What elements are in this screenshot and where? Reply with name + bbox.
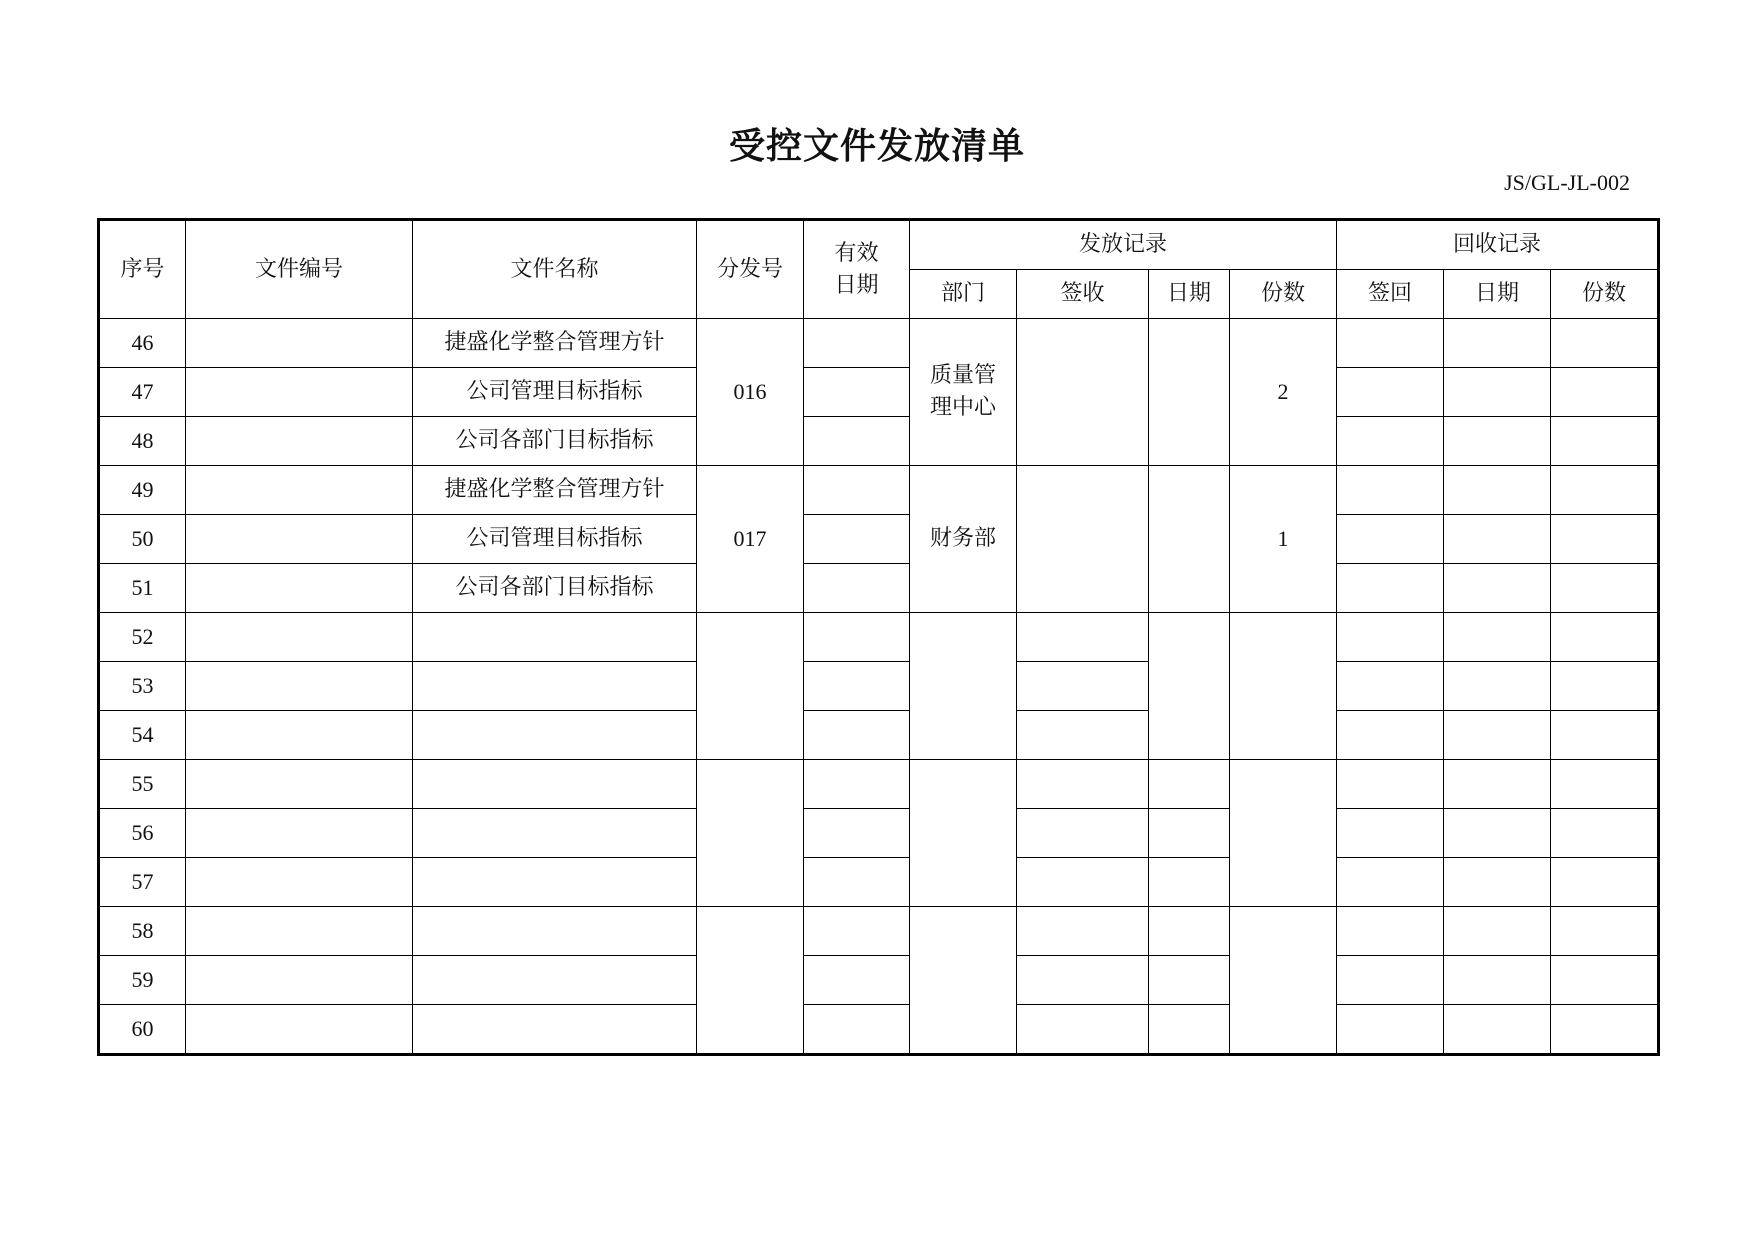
header-recall-sign: 签回 [1337,270,1444,319]
issue-sign-cell[interactable] [1017,956,1149,1005]
issue-copies-cell: 1 [1230,466,1337,613]
seq-cell: 59 [99,956,186,1005]
file-no-cell[interactable] [186,907,413,956]
issue-sign-cell[interactable] [1017,760,1149,809]
issue-dept-text: 质量管理中心 [929,363,996,420]
issue-dept-cell[interactable] [910,907,1017,1055]
recall-date-cell[interactable] [1444,907,1551,956]
recall-copies-cell[interactable] [1551,809,1659,858]
issue-dept-cell[interactable] [910,613,1017,760]
seq-cell: 57 [99,858,186,907]
recall-copies-cell[interactable] [1551,858,1659,907]
recall-date-cell[interactable] [1444,368,1551,417]
header-issue-record: 发放记录 [910,220,1337,270]
recall-sign-cell[interactable] [1337,319,1444,368]
valid-date-cell[interactable] [804,319,910,368]
recall-sign-cell[interactable] [1337,466,1444,515]
header-file-name: 文件名称 [413,220,697,319]
header-dist-no: 分发号 [697,220,804,319]
file-name-cell[interactable] [413,907,697,956]
issue-dept-cell: 财务部 [910,466,1017,613]
table-row [99,1005,1659,1055]
dist-no-cell[interactable] [697,907,804,1055]
file-no-cell[interactable] [186,956,413,1005]
file-no-cell[interactable] [186,760,413,809]
recall-copies-cell[interactable] [1551,760,1659,809]
seq-cell: 53 [99,662,186,711]
issue-sign-cell[interactable] [1017,809,1149,858]
issue-date-cell[interactable] [1149,1005,1230,1055]
dist-no-cell[interactable] [697,760,804,907]
recall-date-cell[interactable] [1444,613,1551,662]
recall-date-cell[interactable] [1444,809,1551,858]
recall-sign-cell[interactable] [1337,907,1444,956]
recall-copies-cell[interactable] [1551,417,1659,466]
recall-sign-cell[interactable] [1337,613,1444,662]
file-name-cell: 捷盛化学整合管理方针 [413,319,697,368]
file-no-cell[interactable] [186,858,413,907]
file-no-cell[interactable] [186,809,413,858]
document-code: JS/GL-JL-002 [1504,170,1630,195]
file-name-cell: 公司管理目标指标 [413,368,697,417]
seq-cell: 47 [99,368,186,417]
table-row [99,809,1659,858]
file-name-cell[interactable] [413,1005,697,1055]
file-name-cell[interactable] [413,662,697,711]
recall-date-cell[interactable] [1444,711,1551,760]
recall-date-cell[interactable] [1444,858,1551,907]
seq-cell: 58 [99,907,186,956]
header-issue-date: 日期 [1149,270,1230,319]
seq-cell: 55 [99,760,186,809]
issue-sign-cell[interactable] [1017,907,1149,956]
recall-copies-cell[interactable] [1551,1005,1659,1055]
file-name-cell[interactable] [413,760,697,809]
file-no-cell[interactable] [186,368,413,417]
issue-date-cell[interactable] [1149,613,1230,760]
valid-date-cell[interactable] [804,956,910,1005]
issue-date-cell[interactable] [1149,858,1230,907]
issue-dept-cell[interactable] [910,760,1017,907]
valid-date-cell[interactable] [804,662,910,711]
header-row-1 [99,220,1659,270]
header-recall-copies: 份数 [1551,270,1659,319]
file-name-cell[interactable] [413,956,697,1005]
valid-date-cell[interactable] [804,466,910,515]
recall-sign-cell[interactable] [1337,417,1444,466]
valid-date-cell[interactable] [804,564,910,613]
recall-copies-cell[interactable] [1551,956,1659,1005]
issue-sign-cell[interactable] [1017,466,1149,613]
table-row [99,711,1659,760]
seq-cell: 52 [99,613,186,662]
file-name-cell: 捷盛化学整合管理方针 [413,466,697,515]
issue-sign-cell[interactable] [1017,613,1149,662]
dist-no-cell: 017 [697,466,804,613]
valid-date-cell[interactable] [804,417,910,466]
header-recall-date: 日期 [1444,270,1551,319]
recall-date-cell[interactable] [1444,662,1551,711]
issue-date-cell[interactable] [1149,760,1230,809]
recall-sign-cell[interactable] [1337,368,1444,417]
table-row [99,662,1659,711]
recall-date-cell[interactable] [1444,515,1551,564]
seq-cell: 46 [99,319,186,368]
seq-cell: 50 [99,515,186,564]
valid-date-cell[interactable] [804,1005,910,1055]
table-row [99,368,1659,417]
header-issue-dept: 部门 [910,270,1017,319]
recall-copies-cell[interactable] [1551,368,1659,417]
recall-sign-cell[interactable] [1337,858,1444,907]
seq-cell: 60 [99,1005,186,1055]
seq-cell: 51 [99,564,186,613]
table-row [99,515,1659,564]
issue-copies-cell[interactable] [1230,907,1337,1055]
recall-date-cell[interactable] [1444,760,1551,809]
table-row [99,760,1659,809]
file-no-cell[interactable] [186,613,413,662]
document-title: 受控文件发放清单 [728,126,1025,167]
file-name-cell: 公司各部门目标指标 [413,564,697,613]
issue-date-cell[interactable] [1149,809,1230,858]
file-name-cell[interactable] [413,711,697,760]
header-valid-date-text: 有效日期 [834,240,879,298]
issue-sign-cell[interactable] [1017,662,1149,711]
table-row [99,417,1659,466]
recall-copies-cell[interactable] [1551,564,1659,613]
file-no-cell[interactable] [186,417,413,466]
file-no-cell[interactable] [186,1005,413,1055]
issue-sign-cell[interactable] [1017,711,1149,760]
table-row [99,613,1659,662]
distribution-table [97,218,1660,1056]
issue-date-cell[interactable] [1149,907,1230,956]
file-no-cell[interactable] [186,711,413,760]
header-file-no: 文件编号 [186,220,413,319]
recall-sign-cell[interactable] [1337,760,1444,809]
table-row [99,466,1659,515]
header-issue-sign: 签收 [1017,270,1149,319]
header-issue-copies: 份数 [1230,270,1337,319]
file-name-cell[interactable] [413,613,697,662]
file-no-cell[interactable] [186,564,413,613]
issue-copies-cell[interactable] [1230,613,1337,760]
valid-date-cell[interactable] [804,760,910,809]
recall-copies-cell[interactable] [1551,662,1659,711]
issue-sign-cell[interactable] [1017,858,1149,907]
valid-date-cell[interactable] [804,613,910,662]
recall-sign-cell[interactable] [1337,956,1444,1005]
seq-cell: 54 [99,711,186,760]
file-name-cell[interactable] [413,858,697,907]
file-no-cell[interactable] [186,515,413,564]
recall-copies-cell[interactable] [1551,613,1659,662]
issue-sign-cell[interactable] [1017,319,1149,466]
recall-sign-cell[interactable] [1337,711,1444,760]
table-row [99,907,1659,956]
recall-copies-cell[interactable] [1551,711,1659,760]
issue-copies-cell: 2 [1230,319,1337,466]
recall-copies-cell[interactable] [1551,515,1659,564]
file-name-cell: 公司管理目标指标 [413,515,697,564]
recall-date-cell[interactable] [1444,417,1551,466]
dist-no-cell: 016 [697,319,804,466]
header-seq: 序号 [99,220,186,319]
seq-cell: 48 [99,417,186,466]
issue-dept-cell [910,319,1017,466]
valid-date-cell[interactable] [804,858,910,907]
file-name-cell[interactable] [413,809,697,858]
issue-date-cell[interactable] [1149,956,1230,1005]
header-valid-date [804,220,910,319]
valid-date-cell[interactable] [804,368,910,417]
seq-cell: 56 [99,809,186,858]
recall-copies-cell[interactable] [1551,907,1659,956]
recall-date-cell[interactable] [1444,319,1551,368]
recall-date-cell[interactable] [1444,956,1551,1005]
issue-date-cell[interactable] [1149,319,1230,466]
issue-sign-cell[interactable] [1017,1005,1149,1055]
table-row [99,858,1659,907]
valid-date-cell[interactable] [804,907,910,956]
valid-date-cell[interactable] [804,515,910,564]
table-row [99,956,1659,1005]
file-name-cell: 公司各部门目标指标 [413,417,697,466]
recall-sign-cell[interactable] [1337,662,1444,711]
dist-no-cell[interactable] [697,613,804,760]
file-no-cell[interactable] [186,319,413,368]
recall-copies-cell[interactable] [1551,466,1659,515]
recall-sign-cell[interactable] [1337,1005,1444,1055]
recall-date-cell[interactable] [1444,1005,1551,1055]
issue-date-cell[interactable] [1149,466,1230,613]
valid-date-cell[interactable] [804,711,910,760]
table-row [99,319,1659,368]
recall-sign-cell[interactable] [1337,515,1444,564]
recall-copies-cell[interactable] [1551,319,1659,368]
table-row [99,564,1659,613]
issue-copies-cell[interactable] [1230,760,1337,907]
file-no-cell[interactable] [186,466,413,515]
recall-sign-cell[interactable] [1337,564,1444,613]
recall-date-cell[interactable] [1444,466,1551,515]
recall-date-cell[interactable] [1444,564,1551,613]
seq-cell: 49 [99,466,186,515]
recall-sign-cell[interactable] [1337,809,1444,858]
header-recall-record: 回收记录 [1337,220,1659,270]
file-no-cell[interactable] [186,662,413,711]
valid-date-cell[interactable] [804,809,910,858]
